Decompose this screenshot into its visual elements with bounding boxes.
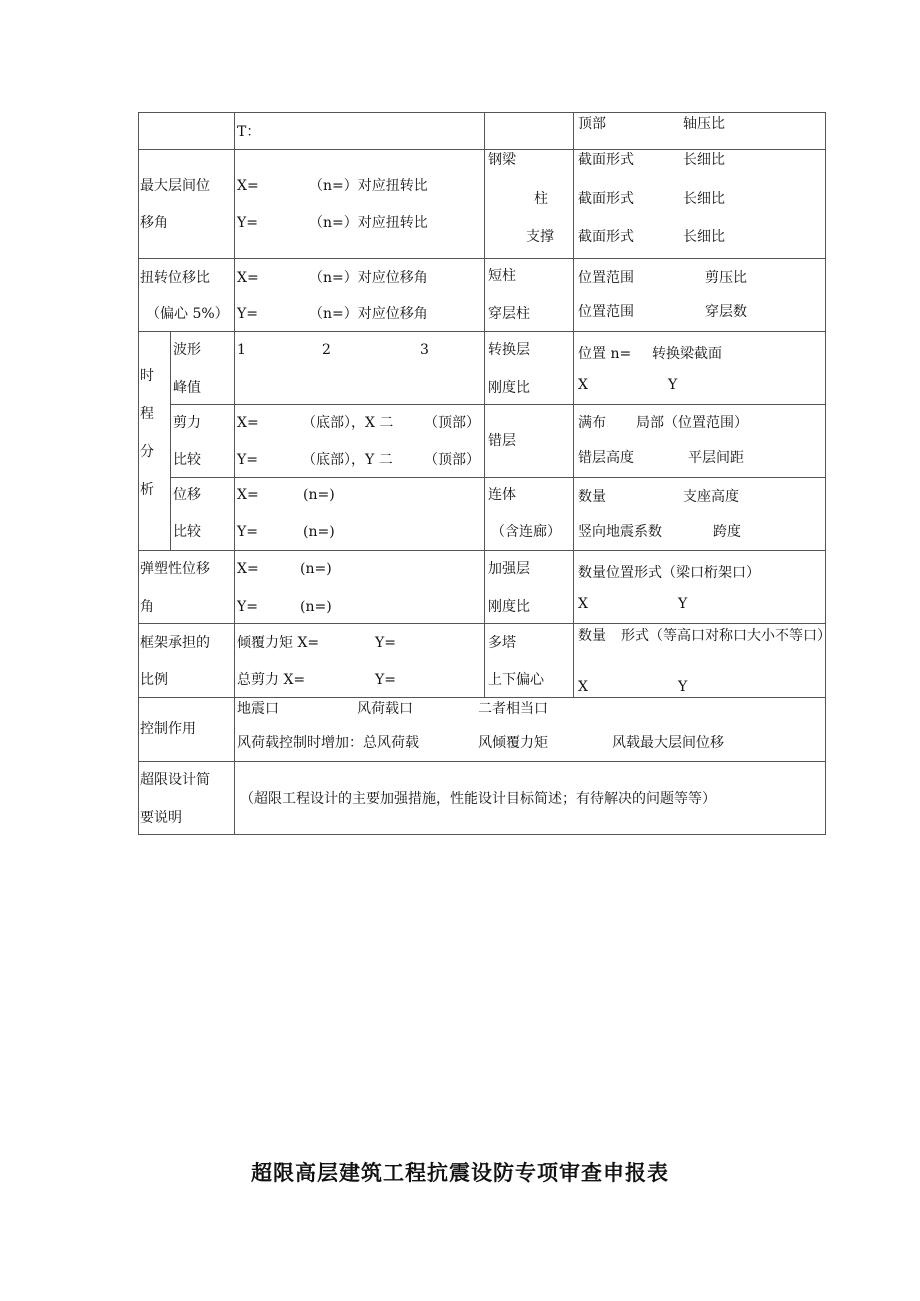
drift-x-label: X= xyxy=(237,178,259,194)
drift-y-torsion: （n=）对应扭转比 xyxy=(309,215,428,231)
row-label-ratio: 比例 xyxy=(140,672,168,688)
displacement-compare-label: 比较 xyxy=(173,524,201,540)
torsion-x-label: X= xyxy=(237,270,259,286)
ep-y-label: Y= xyxy=(237,599,258,615)
wind-option: 风荷载口 xyxy=(357,701,413,717)
brace-label: 支撑 xyxy=(526,229,554,245)
shear-compression-ratio: 剪压比 xyxy=(705,270,747,286)
position-range-1: 位置范围 xyxy=(578,270,634,286)
wave-2: 2 xyxy=(322,342,331,358)
grid-line xyxy=(138,112,139,835)
strength-y: Y xyxy=(678,596,688,612)
disp-x-n: (n=) xyxy=(303,487,335,503)
grid-line xyxy=(825,112,826,835)
shear-compare-label: 比较 xyxy=(173,452,201,468)
shear-y-bottom: （底部），Y 二 xyxy=(302,452,393,468)
shear-label: 剪力 xyxy=(173,415,201,431)
total-shear-x: 总剪力 X= xyxy=(237,672,306,688)
axial-ratio-label: 轴压比 xyxy=(683,116,725,132)
t-cell: T： xyxy=(237,124,261,140)
grid-line xyxy=(573,112,574,698)
torsion-y-label: Y= xyxy=(237,306,258,322)
disp-y-label: Y= xyxy=(237,524,258,540)
floor-spacing: 平层间距 xyxy=(688,450,744,466)
torsion-x-drift: （n=）对应位移角 xyxy=(309,270,428,286)
row-label-torsion: 扭转位移比 xyxy=(140,270,210,286)
shear-y-top: （顶部） xyxy=(424,452,480,468)
row-label-elastoplastic: 弹塑性位移 xyxy=(140,561,210,577)
displacement-label: 位移 xyxy=(173,487,201,503)
grid-line xyxy=(138,331,826,332)
row-label-frame-share: 框架承担的 xyxy=(140,635,210,651)
drift-x-torsion: （n=）对应扭转比 xyxy=(309,178,428,194)
strengthening-stiffness-label: 刚度比 xyxy=(488,599,530,615)
count-label: 数量 xyxy=(578,489,606,505)
total-shear-y: Y= xyxy=(375,672,396,688)
grid-line xyxy=(484,112,485,698)
position-range-2: 位置范围 xyxy=(578,304,634,320)
connected-label: 连体 xyxy=(488,487,516,503)
grid-line xyxy=(170,404,826,405)
shear-x-top: （顶部） xyxy=(424,415,480,431)
multi-tower-label: 多塔 xyxy=(488,635,516,651)
section-form-3: 截面形式 xyxy=(578,229,634,245)
wave-3: 3 xyxy=(420,342,429,358)
row-label-description-2: 要说明 xyxy=(140,810,182,826)
shear-x-label: X= xyxy=(237,415,259,431)
row-label-control: 控制作用 xyxy=(140,721,196,737)
through-column-label: 穿层柱 xyxy=(488,306,530,322)
grid-line xyxy=(138,550,826,551)
wind-max-drift: 风载最大层间位移 xyxy=(612,735,724,751)
torsion-y-drift: （n=）对应位移角 xyxy=(309,306,428,322)
tower-form: 形式（等高口对称口大小不等口） xyxy=(621,628,831,644)
slenderness-2: 长细比 xyxy=(683,191,725,207)
grid-line xyxy=(138,761,826,762)
slenderness-1: 长细比 xyxy=(683,152,725,168)
vertical-seismic-coef: 竖向地震系数 xyxy=(578,524,662,540)
corridor-label: （含连廊） xyxy=(491,524,561,540)
wind-overturning: 风倾覆力矩 xyxy=(478,735,548,751)
time-history-char-1: 时 xyxy=(140,368,154,384)
transfer-position: 位置 n= xyxy=(578,346,632,362)
row-label-eccentric: （偏心 5%） xyxy=(146,306,229,322)
form-title: 超限高层建筑工程抗震设防专项审查申报表 xyxy=(251,1161,669,1185)
grid-line xyxy=(170,477,826,478)
tower-count: 数量 xyxy=(578,628,606,644)
shear-x-bottom: （底部），X 二 xyxy=(302,415,394,431)
overturning-moment-y: Y= xyxy=(375,635,396,651)
wind-control-total: 风荷载控制时增加：总风荷载 xyxy=(237,735,419,751)
tower-x: X xyxy=(578,679,588,695)
shear-y-label: Y= xyxy=(237,452,258,468)
strengthening-floor-label: 加强层 xyxy=(488,561,530,577)
grid-line xyxy=(138,623,826,624)
grid-line xyxy=(138,149,826,150)
transfer-x: X xyxy=(578,377,588,393)
section-form-1: 截面形式 xyxy=(578,152,634,168)
partial-layout: 局部（位置范围） xyxy=(636,415,748,431)
span-label: 跨度 xyxy=(713,524,741,540)
time-history-char-4: 析 xyxy=(140,482,154,498)
grid-line xyxy=(138,834,826,835)
drift-y-label: Y= xyxy=(237,215,258,231)
ep-x-label: X= xyxy=(237,561,259,577)
transfer-beam-section: 转换梁截面 xyxy=(652,346,722,362)
tower-y: Y xyxy=(678,679,688,695)
short-column-label: 短柱 xyxy=(488,268,516,284)
seismic-option: 地震口 xyxy=(237,701,279,717)
slenderness-3: 长细比 xyxy=(683,229,725,245)
grid-line xyxy=(170,331,171,551)
steel-beam-label: 钢梁 xyxy=(488,152,516,168)
transfer-floor-label: 转换层 xyxy=(488,342,530,358)
ep-x-n: (n=) xyxy=(300,561,332,577)
top-label: 顶部 xyxy=(578,116,606,132)
full-layout: 满布 xyxy=(578,415,606,431)
strength-x: X xyxy=(578,596,588,612)
stiffness-ratio-label: 刚度比 xyxy=(488,380,530,396)
section-form-2: 截面形式 xyxy=(578,191,634,207)
grid-line xyxy=(234,112,235,835)
peak-label: 峰值 xyxy=(173,380,201,396)
overturning-moment-x: 倾覆力矩 X= xyxy=(237,635,320,651)
through-floor-count: 穿层数 xyxy=(705,304,747,320)
transfer-y: Y xyxy=(668,377,678,393)
description-content: （超限工程设计的主要加强措施，性能设计目标简述；有待解决的问题等等） xyxy=(240,791,716,807)
disp-x-label: X= xyxy=(237,487,259,503)
row-label-description: 超限设计简 xyxy=(140,772,210,788)
column-label: 柱 xyxy=(534,191,548,207)
row-label-max-drift-2: 移角 xyxy=(140,215,168,231)
disp-y-n: (n=) xyxy=(303,524,335,540)
grid-line xyxy=(138,697,826,698)
waveform-label: 波形 xyxy=(173,342,201,358)
split-level-label: 错层 xyxy=(488,433,516,449)
row-label-max-drift: 最大层间位 xyxy=(140,178,210,194)
split-level-height: 错层高度 xyxy=(578,450,634,466)
wave-1: 1 xyxy=(237,342,246,358)
both-option: 二者相当口 xyxy=(478,701,548,717)
row-label-elastoplastic-2: 角 xyxy=(140,599,154,615)
support-height: 支座高度 xyxy=(683,489,739,505)
eccentric-label: 上下偏心 xyxy=(488,672,544,688)
time-history-char-2: 程 xyxy=(140,406,154,422)
ep-y-n: (n=) xyxy=(300,599,332,615)
grid-line xyxy=(138,258,826,259)
time-history-char-3: 分 xyxy=(140,444,154,460)
count-position-form: 数量位置形式（梁口桁架口） xyxy=(578,565,760,581)
grid-line xyxy=(138,112,826,113)
